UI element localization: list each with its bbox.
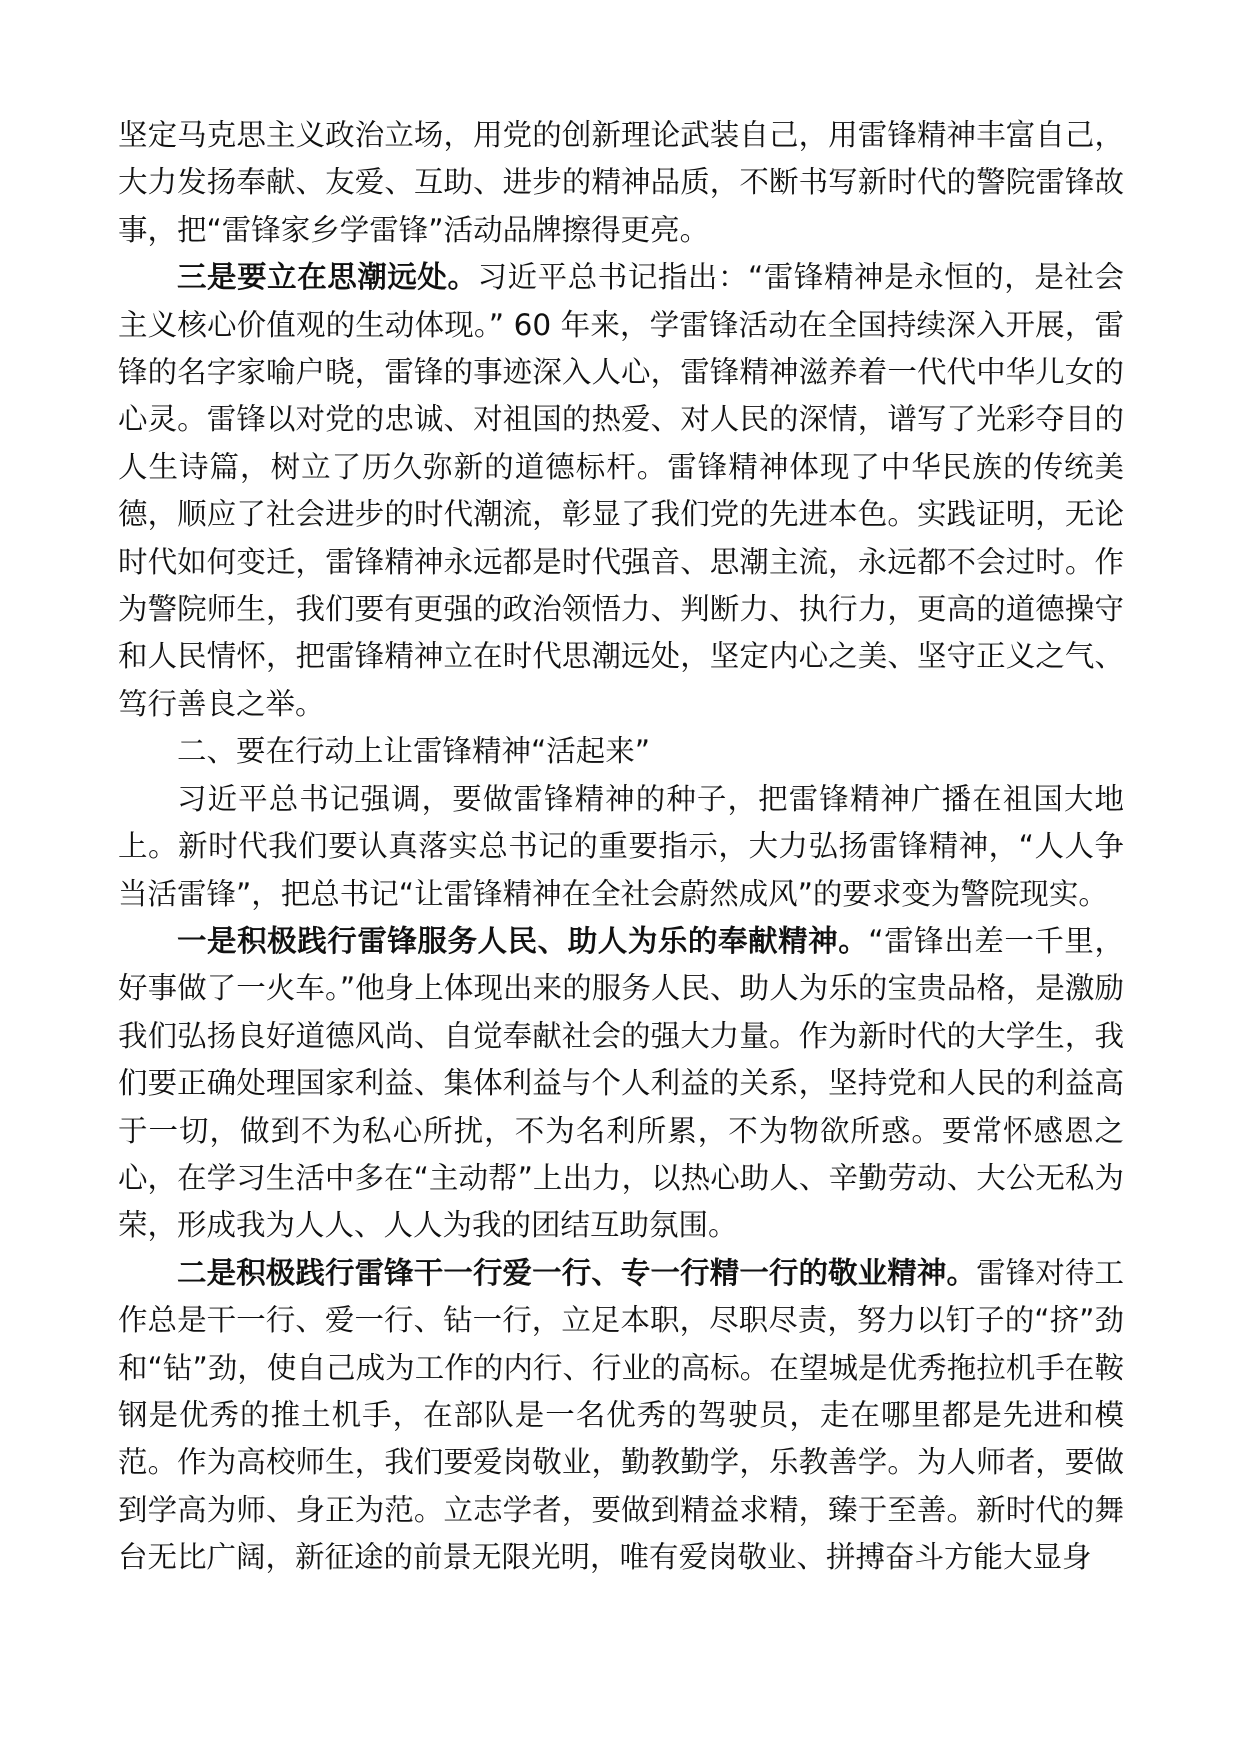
paragraph-4: [118, 776, 1124, 918]
paragraph-5: [118, 918, 1124, 1250]
paragraph-1: [118, 112, 1124, 254]
paragraph-5-text: “雷锋出差一千里，好事做了一火车。”他身上体现出来的服务人民、助人为乐的宝贵品格，是激励我们弘扬良好道德风尚、自觉奉献社会的强大力量。作为新时代的大学生，我们要正确处理国家利益、集体利益与个人利益的关系，坚持党和人民的利益高于一切，做到不为私心所扰，不为名利所累，不为物欲所惑。要常怀感恩之心，在学习生活中多在“主动帮”上出力，以热心助人、辛勤劳动、大公无私为荣，形成我为人人、人人为我的团结互助氛围。: [118, 923, 1124, 1243]
paragraph-6: [118, 1250, 1124, 1582]
paragraph-2-lead: 三是要立在思潮远处。: [177, 260, 478, 295]
section-heading-2: [118, 728, 1124, 775]
paragraph-5-lead: 一是积极践行雷锋服务人民、助人为乐的奉献精神。: [177, 923, 869, 958]
paragraph-6-lead: 二是积极践行雷锋干一行爱一行、专一行精一行的敬业精神。: [177, 1255, 977, 1290]
paragraph-2: [118, 254, 1124, 728]
document-page: [118, 112, 1124, 1582]
paragraph-6-text: 雷锋对待工作总是干一行、爱一行、钻一行，立足本职，尽职尽责，努力以钉子的“挤”劲和“钻”劲，使自己成为工作的内行、行业的高标。在望城是优秀拖拉机手在鞍钢是优秀的推土机手，在部队是一名优秀的驾驶员，走在哪里都是先进和模范。作为高校师生，我们要爱岗敬业，勤教勤学，乐教善学。为人师者，要做到学高为师、身正为范。立志学者，要做到精益求精，臻于至善。新时代的舞台无比广阔，新征途的前景无限光明，唯有爱岗敬业、拼搏奋斗方能大显身: [118, 1255, 1124, 1575]
paragraph-1-text: 坚定马克思主义政治立场，用党的创新理论武装自己，用雷锋精神丰富自己，大力发扬奉献、友爱、互助、进步的精神品质，不断书写新时代的警院雷锋故事，把“雷锋家乡学雷锋”活动品牌擦得更亮。: [118, 118, 1124, 247]
section-heading-2-text: 二、要在行动上让雷锋精神“活起来”: [177, 734, 651, 769]
paragraph-2-text: 习近平总书记指出：“雷锋精神是永恒的，是社会主义核心价值观的生动体现。” 60 年来，学雷锋活动在全国持续深入开展，雷锋的名字家喻户晓，雷锋的事迹深入人心，雷锋精神滋养着一代代中华儿女的心灵。雷锋以对党的忠诚、对祖国的热爱、对人民的深情，谱写了光彩夺目的人生诗篇，树立了历久弥新的道德标杆。雷锋精神体现了中华民族的传统美德，顺应了社会进步的时代潮流，彰显了我们党的先进本色。实践证明，无论时代如何变迁，雷锋精神永远都是时代强音、思潮主流，永远都不会过时。作为警院师生，我们要有更强的政治领悟力、判断力、执行力，更高的道德操守和人民情怀，把雷锋精神立在时代思潮远处，坚定内心之美、坚守正义之气、笃行善良之举。: [118, 260, 1124, 721]
paragraph-4-text: 习近平总书记强调，要做雷锋精神的种子，把雷锋精神广播在祖国大地上。新时代我们要认真落实总书记的重要指示，大力弘扬雷锋精神，“人人争当活雷锋”，把总书记“让雷锋精神在全社会蔚然成风”的要求变为警院现实。: [118, 781, 1124, 911]
